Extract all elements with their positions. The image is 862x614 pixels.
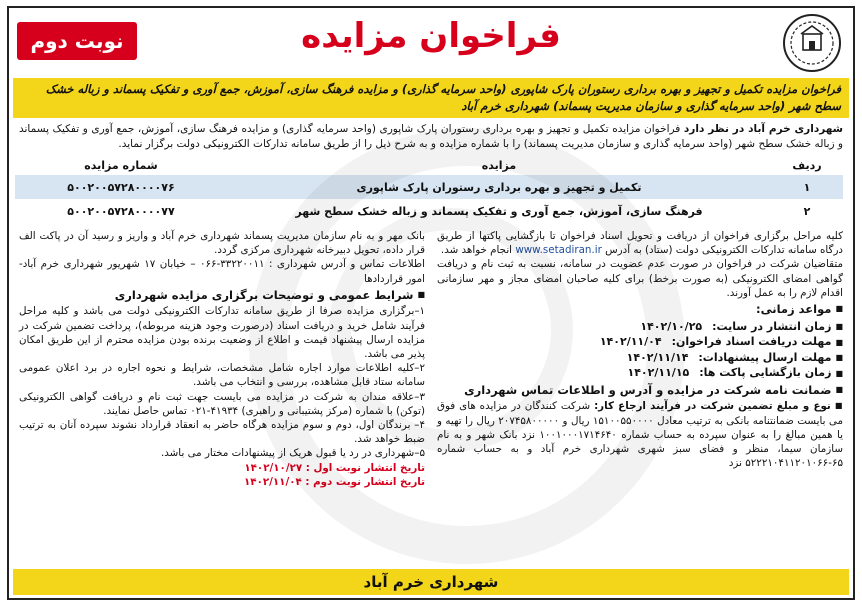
date-label: زمان بازگشایی پاکت ها: <box>699 366 832 380</box>
right-column <box>437 229 843 489</box>
registration-paragraph: متقاضیان شرکت در فراخوان در صورت عدم عضویت در سامانه، نسبت به ثبت نام و دریافت گواهی امضای الکترونیکی (به صورت برخط) برای کلیه صاحبان امضای مجاز و مهر سازمانی اقدام لازم را به عمل آورند. <box>437 258 843 299</box>
process-text: کلیه مراحل برگزاری فراخوان از دریافت و تحویل اسناد فراخوان تا بازگشایی پاکتها از طریق درگاه سامانه تدارکات الکترونیکی دولت (ستاد) به آدرس <box>437 230 843 257</box>
condition-item: ۵–شهرداری در رد یا قبول هریک از پیشنهادات مختار می باشد. <box>161 447 425 460</box>
round-badge: نوبت دوم <box>17 22 137 60</box>
date-item <box>437 319 843 335</box>
col-header-auction-number: شماره مزایده <box>84 159 158 172</box>
date-value: ۱۴۰۲/۱۱/۱۴ <box>626 350 689 364</box>
left-column <box>19 229 425 489</box>
intro-text: فراخوان مزایده تکمیل و تجهیز و بهره برداری رستوران پارک شاپوری (واحد سرمایه گذاری) و مزایده فرهنگ سازی، آموزش، جمع آوری و تفکیک پسماند و زباله خشک سطح شهر (واحد سرمایه گذاری و سازمان مدیریت پسماند) را با شماره مزایده و به شرح ذیل را از طریق سامانه تدارکات الکترونیکی دولت برگزار نماید. <box>19 123 843 150</box>
process-text-end: انجام خواهد شد. <box>440 244 513 257</box>
condition-item: ۱–برگزاری مزایده صرفا از طریق سامانه تدارکات الکترونیکی دولت می باشد و کلیه مراحل فرآیند شامل خرید و دریافت اسناد (درصورت وجود هزینه مربوطه)، پرداخت تضمین شرکت در مزایده ارسال پیشنهاد قیمت و اطلاع از وضعیت برنده بودن مزایده محترم از این طریق امکان پذیر می باشد. <box>19 305 425 361</box>
auction-title: فرهنگ سازی، آموزش، جمع آوری و تفکیک پسماند و زباله خشک سطح شهر <box>295 204 703 218</box>
dates-heading: ■ مواعد زمانی: <box>437 302 843 317</box>
date-item <box>437 334 843 350</box>
intro-lead: شهرداری خرم آباد در نظر دارد <box>683 123 844 135</box>
table-row <box>15 175 843 199</box>
guarantee-paragraph <box>437 399 843 470</box>
footer-band: شهرداری خرم آباد <box>13 569 849 595</box>
auction-number: ۵۰۰۲۰۰۵۷۲۸۰۰۰۰۷۶ <box>15 175 227 199</box>
date-item <box>437 350 843 366</box>
notice-page <box>7 6 855 600</box>
guarantee-heading: ■ ضمانت نامه شرکت در مزایده و آدرس و اطلاعات تماس شهرداری <box>437 383 843 398</box>
deposit-paragraph: بانک مهر و به نام سازمان مدیریت پسماند شهرداری خرم آباد و واریز و رسید آن در پاکت الف قرار داده، تحویل دبیرخانه شهرداری مرکزی گردد. <box>19 230 425 257</box>
contact-paragraph: اطلاعات تماس و آدرس شهرداری : ۳۳۲۲۰۰۱۱-۰۶۶ – خیابان ۱۷ شهریور شهرداری خرم آباد- امور قراردادها <box>19 258 425 285</box>
date-item <box>437 365 843 381</box>
dates-list <box>437 319 843 381</box>
auction-number: ۵۰۰۲۰۰۵۷۲۸۰۰۰۰۷۷ <box>67 204 175 218</box>
body-columns <box>9 229 853 489</box>
auction-title: تکمیل و تجهیز و بهره برداری رستوران پارک شاپوری <box>227 175 771 199</box>
guarantee-text: شرکت کنندگان در مزایده های فوق می بایست ضمانتنامه بانکی به ترتیب معادل ۱۵۱۰۰۵۵۰۰۰۰ ریال و ۲۰۷۴۵۸۰۰۰۰۰ ریال را تهیه و یا همین مبالغ را به عنوان سپرده به حساب شماره ۱۰۰۱۰۰۰۱۷۱۴۶۴۰ نزد بانک شهر و به نام سازمان سیما، منظر و فضای سبز شهری شهرداری خرم آباد و به حساب شماره ۶۵-۵۲۲۲۱۰۴۱۱۲۰۱۰۶۶ نزد <box>437 400 843 470</box>
subheading-band: فراخوان مزایده تکمیل و تجهیز و بهره برداری رستوران پارک شاپوری (واحد سرمایه گذاری) و مزایده فرهنگ سازی، آموزش، جمع آوری و تفکیک پسماند و زباله خشک سطح شهر (واحد سرمایه گذاری و سازمان مدیریت پسماند) شهرداری خرم آباد <box>13 78 849 118</box>
setad-link[interactable]: www.setadiran.ir <box>515 244 602 257</box>
date-value: ۱۴۰۲/۱۰/۲۵ <box>640 319 703 333</box>
date-label: زمان انتشار در سایت: <box>712 319 832 333</box>
auction-table <box>15 156 843 223</box>
second-publication-date: تاریخ انتشار نوبت دوم : ۱۴۰۲/۱۱/۰۴ <box>244 475 425 488</box>
guarantee-label: ■ نوع و مبلغ تضمین شرکت در فرآیند ارجاع کار: <box>594 400 843 412</box>
conditions-heading: ■ شرایط عمومی و توضیحات برگزاری مزایده شهرداری <box>19 288 425 303</box>
table-header-row <box>15 156 843 175</box>
date-value: ۱۴۰۲/۱۱/۱۵ <box>627 366 690 380</box>
page-title: فراخوان مزایده <box>301 16 561 56</box>
condition-item: ۴– برندگان اول، دوم و سوم مزایده هرگاه حاضر به انعقاد قرارداد نشوند سپرده آنان به ترتیب ضبط خواهد شد. <box>19 419 425 446</box>
process-paragraph <box>437 229 843 257</box>
col-header-row-number: ردیف <box>792 159 822 172</box>
row-number: ۲ <box>803 204 811 218</box>
header <box>9 8 853 78</box>
col-header-auction: مزایده <box>481 159 517 172</box>
date-label: مهلت دریافت اسناد فراخوان: <box>671 335 832 349</box>
row-number: ۱ <box>771 175 843 199</box>
condition-item: ۲–کلیه اطلاعات موارد اجاره شامل مشخصات، شرایط و نحوه اجاره در برد اعلان عمومی سامانه ستاد قابل مشاهده، بررسی و انتخاب می باشد. <box>19 362 425 389</box>
table-row <box>15 199 843 223</box>
intro-paragraph <box>9 118 853 152</box>
date-label: مهلت ارسال پیشنهادات: <box>698 350 832 364</box>
first-publication-date: تاریخ انتشار نوبت اول : ۱۴۰۲/۱۰/۲۷ <box>244 461 425 474</box>
condition-item: ۳–علاقه مندان به شرکت در مزایده می بایست جهت ثبت نام و دریافت گواهی الکترونیکی (توکن) با شماره (مرکز پشتیبانی و راهبری) ۴۱۹۳۴-۰۲۱ تماس حاصل نمایند. <box>19 390 425 417</box>
date-value: ۱۴۰۲/۱۱/۰۴ <box>599 335 662 349</box>
